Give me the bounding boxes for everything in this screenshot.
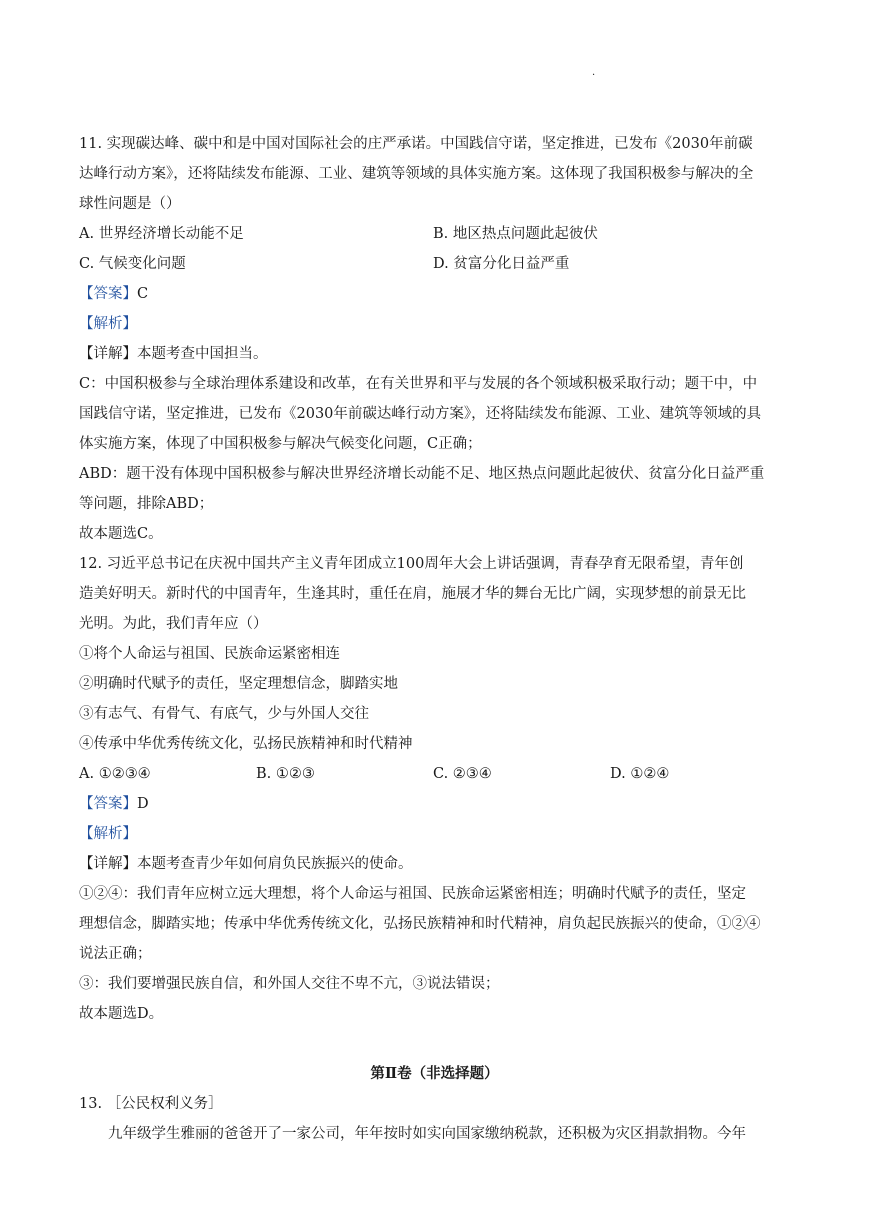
analysis-tag: 【解析】 (79, 826, 137, 842)
section-title: 第Ⅱ卷（非选择题） (370, 1065, 499, 1082)
q11-explanation-line-4: ABD：题干没有体现中国积极参与解决世界经济增长动能不足、地区热点问题此起彼伏、贫富分化日益严重 (79, 466, 765, 482)
q11-explanation-line-1: C：中国积极参与全球治理体系建设和改革，在有关世界和平与发展的各个领域积极采取行动；题干中，中 (79, 376, 758, 392)
q12-explanation-line-2: 理想信念，脚踏实地；传承中华优秀传统文化，弘扬民族精神和时代精神，肩负起民族振兴的使命，①②④ (79, 916, 761, 932)
q13-heading: 13. ［公民权利义务］ (79, 1096, 223, 1112)
detail-tag: 【详解】 (79, 346, 137, 362)
q12-answer (79, 794, 149, 814)
q11-option-d: D. 贫富分化日益严重 (433, 256, 570, 272)
detail-tag: 【详解】 (79, 856, 137, 872)
q12-stem-line-2: 造美好明天。新时代的中国青年，生逢其时，重任在肩，施展才华的舞台无比广阔，实现梦想的前景无比 (79, 586, 746, 602)
q12-statement-3: ③有志气、有骨气、有底气，少与外国人交往 (79, 706, 369, 722)
answer-tag: 【答案】 (79, 286, 137, 302)
q11-stem-line-3: 球性问题是（） (79, 196, 181, 212)
q12-conclusion: 故本题选D。 (79, 1006, 164, 1022)
q12-option-d: D. ①②④ (610, 766, 670, 782)
q12-stem-line-3: 光明。为此，我们青年应（） (79, 616, 268, 632)
q12-statement-2: ②明确时代赋予的责任，坚定理想信念，脚踏实地 (79, 676, 398, 692)
q12-statement-1: ①将个人命运与祖国、民族命运紧密相连 (79, 646, 340, 662)
page-mark: . (592, 67, 596, 78)
q12-stem-line-1: 12. 习近平总书记在庆祝中国共产主义青年团成立100周年大会上讲话强调，青春孕育无限希望，青年创 (79, 556, 744, 572)
answer-value: D (137, 796, 149, 812)
q11-explanation-line-3: 体实施方案，体现了中国积极参与解决气候变化问题，C正确； (79, 436, 482, 452)
q12-explanation-line-4: ③：我们要增强民族自信，和外国人交往不卑不亢，③说法错误； (79, 976, 500, 992)
answer-value: C (137, 286, 149, 302)
analysis-tag: 【解析】 (79, 316, 137, 332)
answer-tag: 【答案】 (79, 796, 137, 812)
q13-text-line-1: 九年级学生雅丽的爸爸开了一家公司，年年按时如实向国家缴纳税款，还积极为灾区捐款捐物。今年 (108, 1126, 746, 1142)
q12-option-c: C. ②③④ (433, 766, 492, 782)
q11-answer (79, 284, 148, 304)
q11-explanation-line-5: 等问题，排除ABD； (79, 496, 214, 512)
q11-option-b: B. 地区热点问题此起彼伏 (433, 226, 598, 242)
q11-option-c: C. 气候变化问题 (79, 256, 186, 272)
q11-stem-line-1: 11. 实现碳达峰、碳中和是中国对国际社会的庄严承诺。中国践信守诺，坚定推进，已发布《2030年前碳 (79, 136, 753, 152)
q11-analysis (79, 314, 137, 334)
q11-explanation-line-2: 国践信守诺，坚定推进，已发布《2030年前碳达峰行动方案》，还将陆续发布能源、工业、建筑等领域的具 (79, 406, 762, 422)
q12-option-b: B. ①②③ (256, 766, 315, 782)
q11-conclusion: 故本题选C。 (79, 526, 163, 542)
q12-option-a: A. ①②③④ (79, 766, 151, 782)
q12-explanation-line-1: ①②④：我们青年应树立远大理想，将个人命运与祖国、民族命运紧密相连；明确时代赋予的责任，坚定 (79, 886, 746, 902)
detail-text: 本题考查中国担当。 (137, 346, 268, 362)
q11-stem-line-2: 达峰行动方案》，还将陆续发布能源、工业、建筑等领域的具体实施方案。这体现了我国积极参与解决的全 (79, 166, 754, 182)
q12-analysis (79, 824, 137, 844)
q11-option-a: A. 世界经济增长动能不足 (79, 226, 244, 242)
detail-text: 本题考查青少年如何肩负民族振兴的使命。 (137, 856, 413, 872)
q12-explanation-line-3: 说法正确； (79, 946, 152, 962)
q12-statement-4: ④传承中华优秀传统文化，弘扬民族精神和时代精神 (79, 736, 413, 752)
q12-detail (79, 854, 413, 874)
q11-detail (79, 344, 268, 364)
